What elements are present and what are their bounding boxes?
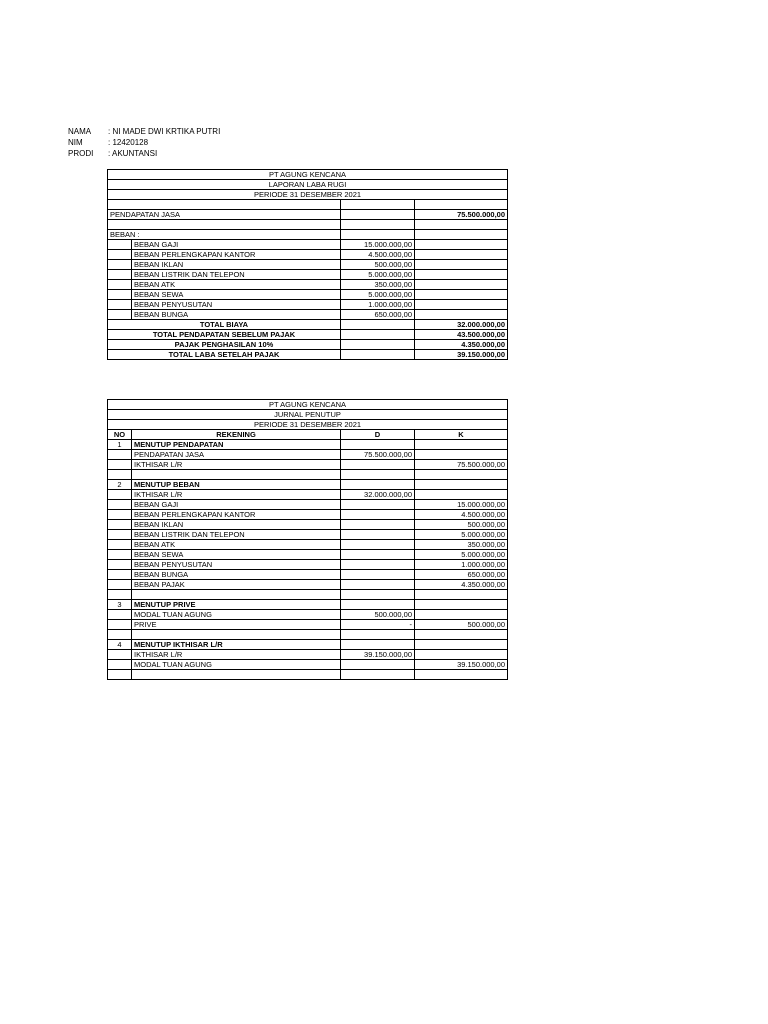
debit-value: - [341,620,415,630]
cell [341,200,415,210]
cell [341,210,415,220]
journal-row [108,490,508,500]
credit-value: 15.000.000,00 [415,500,508,510]
cell [108,270,132,280]
journal-row [108,450,508,460]
debit-value [341,540,415,550]
credit-value [415,450,508,460]
credit-value: 350.000,00 [415,540,508,550]
credit-value [415,610,508,620]
debit-value [341,560,415,570]
account-name: IKTHISAR L/R [132,650,341,660]
group-number: 1 [108,440,132,450]
account-name: BEBAN PAJAK [132,580,341,590]
debit-value: 75.500.000,00 [341,450,415,460]
cell [108,250,132,260]
credit-value: 5.000.000,00 [415,530,508,540]
expense-value: 15.000.000,00 [341,240,415,250]
debit-value [341,460,415,470]
group-header-row [108,440,508,450]
cell [341,440,415,450]
blank-row [108,670,508,680]
summary-value: 39.150.000,00 [415,350,508,360]
journal-row [108,570,508,580]
credit-value [415,490,508,500]
expense-label: BEBAN PENYUSUTAN [132,300,341,310]
account-name: PENDAPATAN JASA [132,450,341,460]
expense-value: 350.000,00 [341,280,415,290]
cell [108,280,132,290]
cell [108,520,132,530]
col-rekening-header: REKENING [132,430,341,440]
expense-value: 5.000.000,00 [341,270,415,280]
expense-row [108,270,508,280]
cell [341,230,415,240]
cell [108,620,132,630]
debit-value [341,530,415,540]
expense-value: 650.000,00 [341,310,415,320]
cell [415,470,508,480]
group-header-row [108,640,508,650]
blank-row [108,590,508,600]
cell [415,290,508,300]
credit-value: 500.000,00 [415,520,508,530]
cell [108,530,132,540]
group-number: 3 [108,600,132,610]
credit-value: 4.500.000,00 [415,510,508,520]
col-credit-header: K [415,430,508,440]
account-name: BEBAN PERLENGKAPAN KANTOR [132,510,341,520]
cell [108,310,132,320]
group-title: MENUTUP IKTHISAR L/R [132,640,341,650]
cell [341,630,415,640]
summary-row [108,340,508,350]
expense-label: BEBAN ATK [132,280,341,290]
blank-row [108,200,508,210]
group-number: 4 [108,640,132,650]
summary-row [108,330,508,340]
cell [341,600,415,610]
expense-label: BEBAN BUNGA [132,310,341,320]
closing-journal-table [107,399,508,680]
expense-value: 500.000,00 [341,260,415,270]
cell [415,310,508,320]
account-name: PRIVE [132,620,341,630]
title-row [108,180,508,190]
group-title: MENUTUP PRIVE [132,600,341,610]
journal-row [108,540,508,550]
summary-value: 43.500.000,00 [415,330,508,340]
cell [108,560,132,570]
account-name: BEBAN BUNGA [132,570,341,580]
student-info [68,126,220,159]
cell [108,550,132,560]
expense-label: BEBAN LISTRIK DAN TELEPON [132,270,341,280]
cell [108,610,132,620]
expense-row [108,260,508,270]
cell [341,350,415,360]
title-row [108,170,508,180]
cell [108,240,132,250]
cell [108,200,341,210]
account-name: MODAL TUAN AGUNG [132,610,341,620]
summary-value: 4.350.000,00 [415,340,508,350]
debit-value [341,510,415,520]
blank-row [108,630,508,640]
col-debit-header: D [341,430,415,440]
cell [415,250,508,260]
expense-value: 5.000.000,00 [341,290,415,300]
expense-value: 4.500.000,00 [341,250,415,260]
journal-row [108,510,508,520]
col-no-header: NO [108,430,132,440]
summary-label: TOTAL PENDAPATAN SEBELUM PAJAK [108,330,341,340]
journal-title: JURNAL PENUTUP [108,410,508,420]
nim-label: NIM [68,138,83,147]
cell [415,600,508,610]
revenue-value: 75.500.000,00 [415,210,508,220]
summary-label: PAJAK PENGHASILAN 10% [108,340,341,350]
cell [415,440,508,450]
account-name: MODAL TUAN AGUNG [132,660,341,670]
journal-row [108,500,508,510]
group-number: 2 [108,480,132,490]
journal-row [108,530,508,540]
cell [108,500,132,510]
cell [108,220,341,230]
prodi-label: PRODI [68,149,94,158]
debit-value [341,550,415,560]
journal-row [108,580,508,590]
account-name: IKTHISAR L/R [132,460,341,470]
cell [341,470,415,480]
journal-row [108,550,508,560]
cell [132,470,341,480]
cell [341,670,415,680]
cell [415,640,508,650]
cell [108,590,132,600]
revenue-row [108,210,508,220]
expense-label: BEBAN PERLENGKAPAN KANTOR [132,250,341,260]
journal-row [108,660,508,670]
cell [341,330,415,340]
cell [415,230,508,240]
expense-value: 1.000.000,00 [341,300,415,310]
expense-row [108,240,508,250]
account-name: BEBAN LISTRIK DAN TELEPON [132,530,341,540]
expense-header: BEBAN : [108,230,341,240]
cell [108,630,132,640]
cell [415,220,508,230]
group-title: MENUTUP PENDAPATAN [132,440,341,450]
cell [132,630,341,640]
title-row [108,190,508,200]
nama-value: : NI MADE DWI KRTIKA PUTRI [108,127,221,136]
cell [108,450,132,460]
cell [341,220,415,230]
nama-row [68,126,220,137]
credit-value: 500.000,00 [415,620,508,630]
cell [108,650,132,660]
cell [341,590,415,600]
debit-value: 32.000.000,00 [341,490,415,500]
cell [108,460,132,470]
cell [132,590,341,600]
debit-value: 500.000,00 [341,610,415,620]
cell [415,670,508,680]
title-row [108,400,508,410]
cell [108,290,132,300]
title-row [108,410,508,420]
debit-value [341,660,415,670]
account-name: BEBAN GAJI [132,500,341,510]
expense-label: BEBAN IKLAN [132,260,341,270]
expense-row [108,290,508,300]
group-title: MENUTUP BEBAN [132,480,341,490]
credit-value: 75.500.000,00 [415,460,508,470]
credit-value [415,650,508,660]
report-title: LAPORAN LABA RUGI [108,180,508,190]
cell [108,540,132,550]
column-header-row [108,430,508,440]
nim-value: : 12420128 [108,138,149,147]
expense-row [108,300,508,310]
account-name: BEBAN PENYUSUTAN [132,560,341,570]
cell [415,280,508,290]
nim-row [68,137,220,148]
group-header-row [108,600,508,610]
journal-row [108,620,508,630]
blank-row [108,220,508,230]
cell [415,240,508,250]
cell [108,490,132,500]
company-name: PT AGUNG KENCANA [108,400,508,410]
cell [108,510,132,520]
cell [415,630,508,640]
expense-row [108,310,508,320]
cell [415,200,508,210]
journal-row [108,520,508,530]
group-header-row [108,480,508,490]
expense-label: BEBAN GAJI [132,240,341,250]
debit-value [341,570,415,580]
credit-value: 5.000.000,00 [415,550,508,560]
expense-row [108,250,508,260]
cell [108,580,132,590]
title-row [108,420,508,430]
expense-header-row [108,230,508,240]
cell [415,480,508,490]
report-period: PERIODE 31 DESEMBER 2021 [108,190,508,200]
cell [108,260,132,270]
cell [341,480,415,490]
cell [108,570,132,580]
debit-value: 39.150.000,00 [341,650,415,660]
nama-label: NAMA [68,127,92,136]
blank-row [108,470,508,480]
debit-value [341,520,415,530]
cell [415,270,508,280]
summary-row [108,320,508,330]
cell [108,300,132,310]
summary-value: 32.000.000,00 [415,320,508,330]
cell [415,260,508,270]
income-statement-table [107,169,508,360]
cell [108,660,132,670]
summary-label: TOTAL LABA SETELAH PAJAK [108,350,341,360]
cell [341,340,415,350]
prodi-value: : AKUNTANSI [108,149,158,158]
prodi-row [68,148,220,159]
debit-value [341,580,415,590]
journal-row [108,460,508,470]
company-name: PT AGUNG KENCANA [108,170,508,180]
account-name: BEBAN IKLAN [132,520,341,530]
expense-row [108,280,508,290]
debit-value [341,500,415,510]
account-name: BEBAN ATK [132,540,341,550]
cell [108,670,132,680]
journal-row [108,650,508,660]
expense-label: BEBAN SEWA [132,290,341,300]
account-name: IKTHISAR L/R [132,490,341,500]
cell [415,300,508,310]
cell [415,590,508,600]
credit-value: 4.350.000,00 [415,580,508,590]
credit-value: 1.000.000,00 [415,560,508,570]
credit-value: 650.000,00 [415,570,508,580]
cell [132,670,341,680]
summary-label: TOTAL BIAYA [108,320,341,330]
journal-period: PERIODE 31 DESEMBER 2021 [108,420,508,430]
cell [341,640,415,650]
cell [108,470,132,480]
account-name: BEBAN SEWA [132,550,341,560]
credit-value: 39.150.000,00 [415,660,508,670]
journal-row [108,560,508,570]
summary-row [108,350,508,360]
cell [341,320,415,330]
revenue-label: PENDAPATAN JASA [108,210,341,220]
journal-row [108,610,508,620]
